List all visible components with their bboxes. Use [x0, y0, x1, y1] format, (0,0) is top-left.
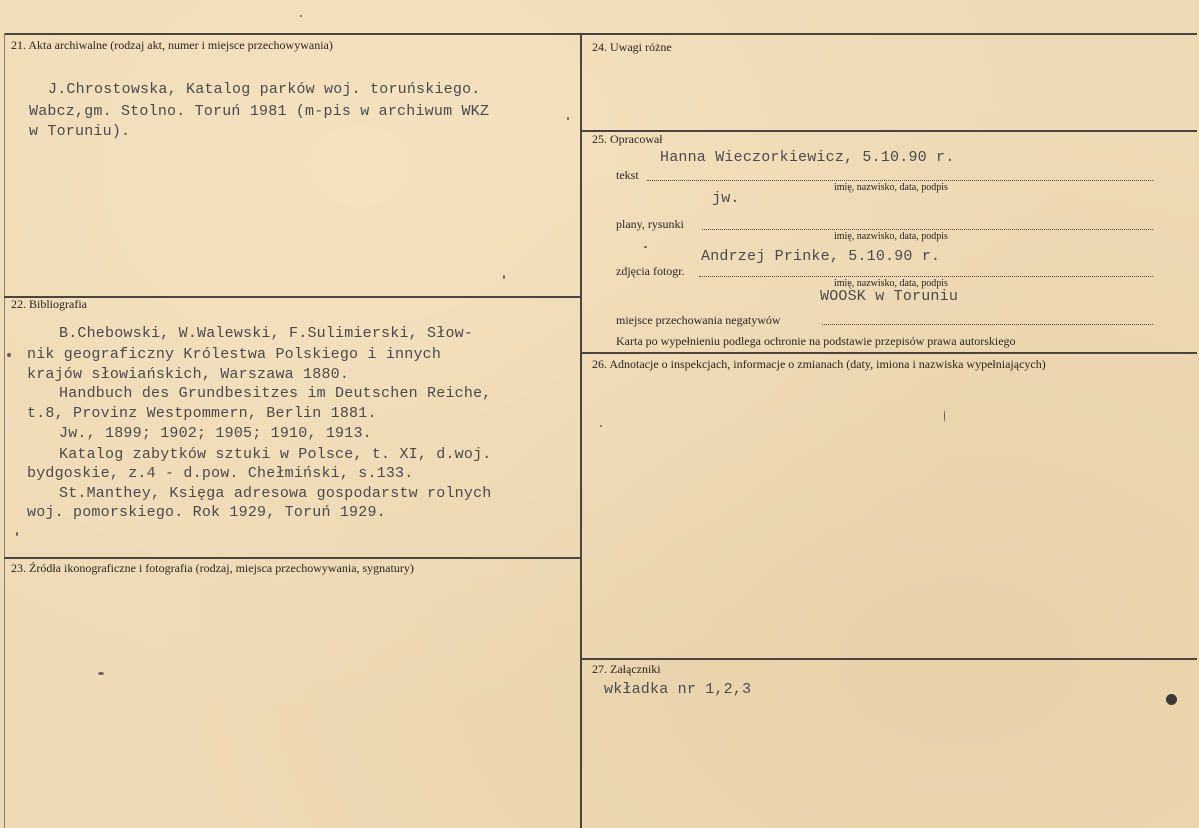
plany-caption: imię, nazwisko, data, podpis [834, 231, 948, 242]
section-22-line-10: woj. pomorskiego. Rok 1929, Toruń 1929. [27, 504, 386, 521]
tekst-value: Hanna Wieczorkiewicz, 5.10.90 r. [660, 149, 955, 166]
rule-22-23 [4, 557, 581, 559]
paper-speck [944, 410, 945, 422]
negatywy-label: miejsce przechowania negatywów [616, 313, 781, 327]
section-26-label: 26. Adnotacje o inspekcjach, informacje o zmianach (daty, imiona i nazwiska wypełniających) [592, 357, 1046, 371]
paper-speck [300, 15, 302, 17]
zdjecia-caption: imię, nazwisko, data, podpis [834, 278, 948, 289]
center-divider [580, 33, 582, 828]
top-rule [4, 33, 1197, 35]
negatywy-dotted-line [822, 324, 1153, 325]
paper-speck [98, 672, 104, 675]
section-22-line-2: nik geograficzny Królestwa Polskiego i innych [27, 346, 442, 363]
negatywy-value: WOOSK w Toruniu [820, 288, 959, 305]
paper-speck [600, 425, 602, 427]
section-22-line-5: t.8, Provinz Westpommern, Berlin 1881. [27, 405, 377, 422]
section-22-line-9: St.Manthey, Księga adresowa gospodarstw rolnych [59, 485, 492, 502]
paper-speck [644, 246, 647, 248]
rule-26-27 [581, 658, 1197, 660]
section-23-label: 23. Źródła ikonograficzne i fotografia (rodzaj, miejsca przechowywania, sygnatury) [11, 561, 414, 575]
section-25-label: 25. Opracował [592, 132, 663, 146]
section-24-label: 24. Uwagi różne [592, 40, 672, 54]
tekst-label: tekst [616, 168, 639, 182]
left-edge [4, 33, 5, 828]
plany-value: jw. [712, 190, 740, 207]
rule-25-26 [581, 352, 1197, 354]
section-22-line-3: krajów słowiańskich, Warszawa 1880. [27, 366, 350, 383]
tekst-dotted-line [647, 180, 1153, 181]
paper-speck [16, 532, 18, 536]
zdjecia-label: zdjęcia fotogr. [616, 264, 685, 278]
tekst-caption: imię, nazwisko, data, podpis [834, 182, 948, 193]
paper-speck [567, 117, 569, 120]
paper-speck [7, 353, 11, 357]
plany-label: plany, rysunki [616, 217, 684, 231]
rule-21-22 [4, 296, 581, 298]
section-22-line-7: Katalog zabytków sztuki w Polsce, t. XI, d.woj. [59, 446, 492, 463]
section-22-line-6: Jw., 1899; 1902; 1905; 1910, 1913. [59, 425, 372, 442]
section-21-label: 21. Akta archiwalne (rodzaj akt, numer i miejsce przechowywania) [11, 38, 333, 52]
zdjecia-value: Andrzej Prinke, 5.10.90 r. [701, 248, 941, 265]
rule-24-25 [581, 130, 1197, 132]
section-22-label: 22. Bibliografia [11, 297, 87, 311]
paper-speck [503, 275, 505, 279]
section-22-line-1: B.Chebowski, W.Walewski, F.Sulimierski, Słow- [59, 325, 474, 342]
section-27-label: 27. Załączniki [592, 662, 661, 676]
punch-hole-mark [1166, 694, 1177, 705]
section-21-line-1: J.Chrostowska, Katalog parków woj. toruńskiego. [48, 81, 481, 98]
section-21-line-3: w Toruniu). [29, 123, 131, 140]
karta-copyright-note: Karta po wypełnieniu podlega ochronie na podstawie przepisów prawa autorskiego [616, 334, 1016, 348]
plany-dotted-line [702, 229, 1153, 230]
section-21-line-2: Wabcz,gm. Stolno. Toruń 1981 (m-pis w archiwum WKZ [29, 103, 490, 120]
section-22-line-4: Handbuch des Grundbesitzes im Deutschen Reiche, [59, 385, 492, 402]
section-27-value: wkładka nr 1,2,3 [604, 681, 752, 698]
zdjecia-dotted-line [699, 276, 1153, 277]
section-22-line-8: bydgoskie, z.4 - d.pow. Chełmiński, s.133. [27, 465, 414, 482]
